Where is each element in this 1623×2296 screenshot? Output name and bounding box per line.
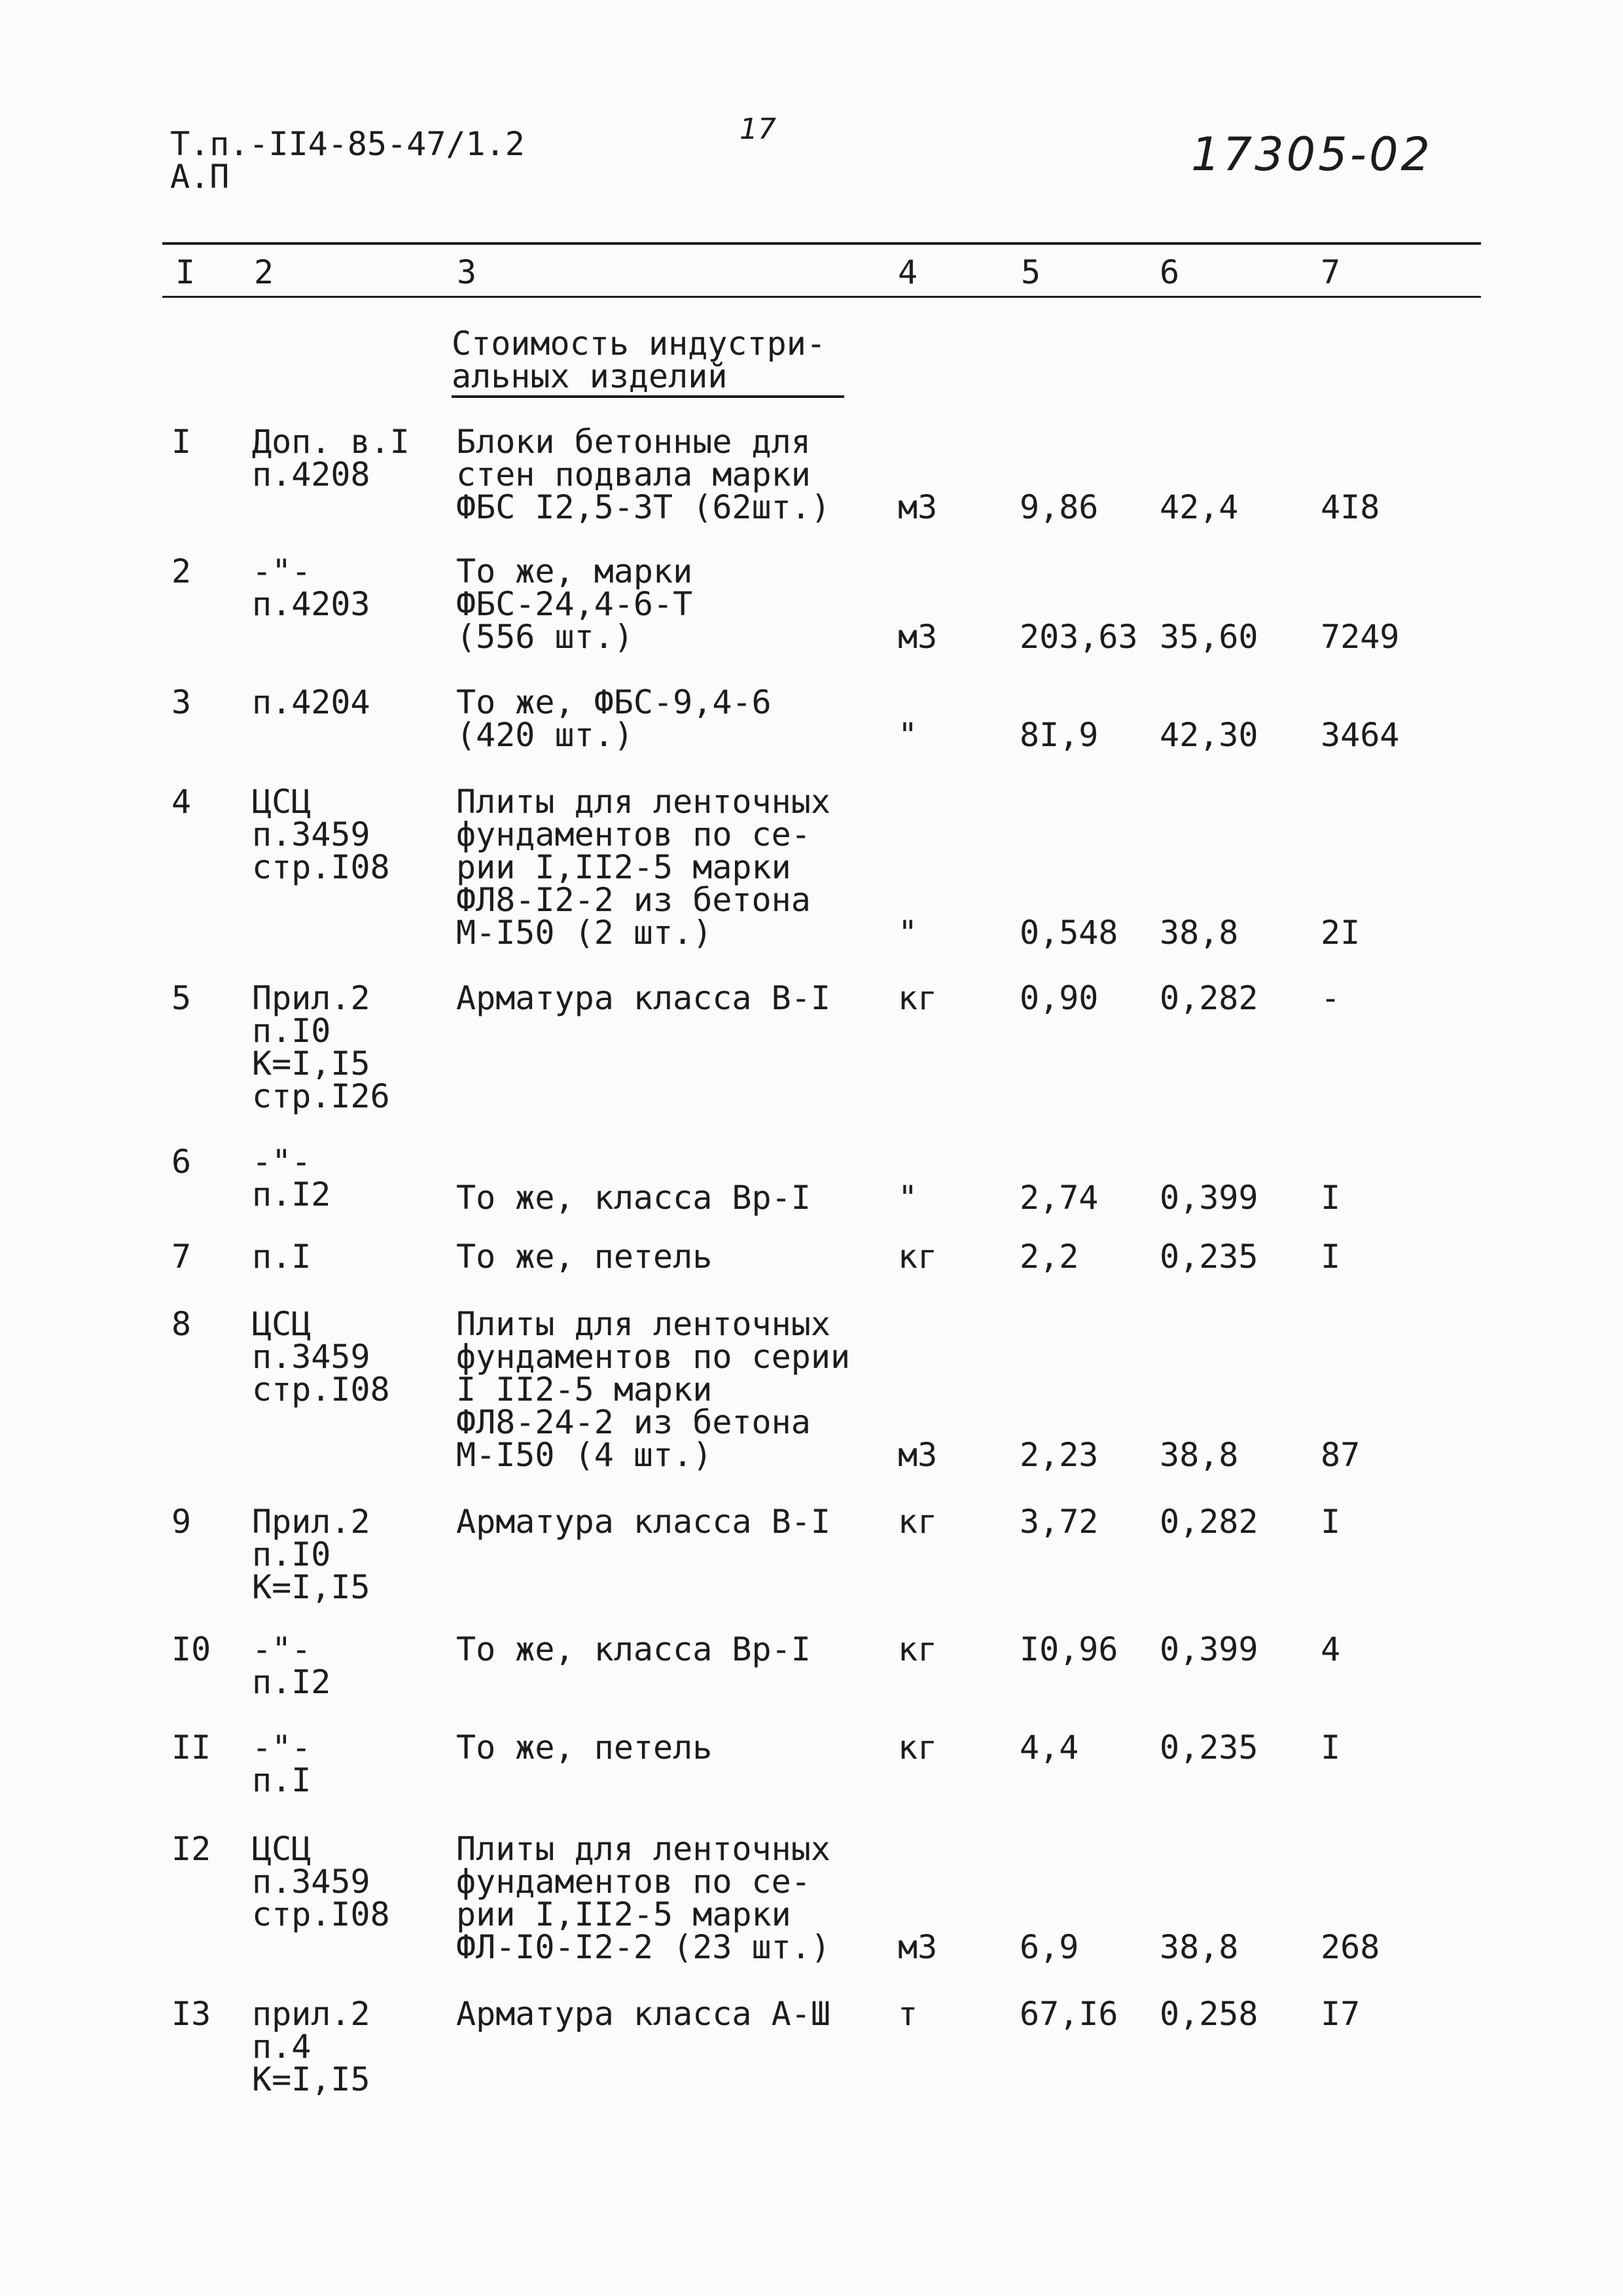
row-description: Арматура класса В-I (456, 979, 830, 1017)
row-unit-price: 0,282 (1160, 979, 1258, 1017)
row-number: I2 (171, 1830, 211, 1868)
row-total: 2I (1321, 914, 1361, 952)
row-reference: Прил.2 п.I0 К=I,I5 стр.I26 (252, 979, 390, 1115)
page-number: 17 (740, 113, 776, 146)
row-unit: кг (898, 1729, 938, 1767)
row-unit: м3 (898, 1436, 938, 1474)
row-total: 4 (1321, 1630, 1341, 1668)
row-unit: м3 (898, 1928, 938, 1966)
row-description: Арматура класса В-I (456, 1503, 830, 1541)
row-total: I (1321, 1729, 1341, 1767)
row-quantity: 3,72 (1020, 1503, 1099, 1541)
row-unit-price: 0,235 (1160, 1238, 1258, 1276)
row-unit: " (898, 1179, 918, 1217)
row-quantity: 2,2 (1020, 1238, 1079, 1276)
row-total: 268 (1321, 1928, 1380, 1966)
row-total: I (1321, 1238, 1341, 1276)
column-header-6: 6 (1160, 253, 1180, 291)
row-unit-price: 38,8 (1160, 914, 1239, 952)
row-number: II (171, 1729, 211, 1767)
row-reference: -"- п.I2 (252, 1143, 331, 1213)
row-description: То же, ФБС-9,4-6 (420 шт.) (456, 683, 772, 754)
column-header-7: 7 (1321, 253, 1341, 291)
row-description: Блоки бетонные для стен подвала марки ФБС I2,5-3Т (62шт.) (456, 423, 830, 526)
row-unit-price: 42,30 (1160, 716, 1258, 754)
table-header-rule (162, 296, 1481, 298)
section-title: Стоимость индустри- альных изделий (452, 325, 826, 395)
row-unit: " (898, 914, 918, 952)
row-quantity: 4,4 (1020, 1729, 1079, 1767)
row-unit-price: 35,60 (1160, 618, 1258, 656)
row-reference: ЦСЦ п.3459 стр.I08 (252, 1305, 390, 1408)
row-number: 5 (171, 979, 192, 1017)
table-top-rule (162, 242, 1481, 245)
row-unit-price: 0,258 (1160, 1995, 1258, 2033)
column-header-1: I (175, 253, 196, 291)
row-unit-price: 42,4 (1160, 488, 1239, 526)
row-description: Плиты для ленточных фундаментов по серии I II2-5 марки ФЛ8-24-2 из бетона М-I50 (4 шт.) (456, 1305, 851, 1474)
row-unit-price: 0,399 (1160, 1630, 1258, 1668)
row-reference: п.4204 (252, 683, 370, 721)
row-total: I7 (1321, 1995, 1361, 2033)
row-reference: ЦСЦ п.3459 стр.I08 (252, 1830, 390, 1933)
row-quantity: 203,63 (1020, 618, 1138, 656)
row-unit-price: 38,8 (1160, 1436, 1239, 1474)
row-reference: п.I (252, 1238, 312, 1276)
row-unit-price: 0,282 (1160, 1503, 1258, 1541)
document-code (170, 125, 525, 196)
row-unit: кг (898, 1238, 938, 1276)
row-number: I3 (171, 1995, 211, 2033)
row-description: То же, марки ФБС-24,4-6-Т (556 шт.) (456, 552, 693, 656)
row-reference: прил.2 п.4 К=I,I5 (252, 1995, 370, 2098)
row-quantity: 0,548 (1020, 914, 1118, 952)
row-quantity: 2,23 (1020, 1436, 1099, 1474)
document-code-line2: А.П (170, 158, 230, 196)
column-header-5: 5 (1021, 253, 1041, 291)
row-reference: -"- п.4203 (252, 552, 370, 623)
row-reference: -"- п.I (252, 1729, 312, 1799)
row-total: I (1321, 1503, 1341, 1541)
column-header-2: 2 (254, 253, 274, 291)
section-title-underline (452, 395, 844, 398)
row-description: Плиты для ленточных фундаментов по се- рии I,II2-5 марки ФЛ8-I2-2 из бетона М-I50 (2 шт.) (456, 783, 830, 952)
row-unit: кг (898, 979, 938, 1017)
row-description: Арматура класса А-Ш (456, 1995, 830, 2033)
registration-number: 17305-02 (1191, 128, 1433, 181)
row-description: То же, класса Вр-I (456, 1630, 811, 1668)
row-unit-price: 0,235 (1160, 1729, 1258, 1767)
row-reference: -"- п.I2 (252, 1630, 331, 1701)
row-unit: " (898, 716, 918, 754)
row-total: I (1321, 1179, 1341, 1217)
row-total: 7249 (1321, 618, 1400, 656)
row-unit: т (898, 1995, 918, 2033)
row-number: 2 (171, 552, 192, 590)
document-code-line1: Т.п.-II4-85-47/1.2 (170, 125, 525, 163)
column-header-3: 3 (457, 253, 477, 291)
row-number: 8 (171, 1305, 192, 1343)
row-number: I0 (171, 1630, 211, 1668)
row-unit: м3 (898, 618, 938, 656)
row-description: То же, петель (456, 1729, 713, 1767)
row-description: Плиты для ленточных фундаментов по се- рии I,II2-5 марки ФЛ-I0-I2-2 (23 шт.) (456, 1830, 830, 1966)
row-unit: кг (898, 1630, 938, 1668)
row-total: 87 (1321, 1436, 1361, 1474)
row-description: То же, класса Вр-I (456, 1179, 811, 1217)
row-total: - (1321, 979, 1341, 1017)
row-description: То же, петель (456, 1238, 713, 1276)
row-total: 3464 (1321, 716, 1400, 754)
column-header-4: 4 (898, 253, 918, 291)
row-quantity: 67,I6 (1020, 1995, 1118, 2033)
row-unit-price: 38,8 (1160, 1928, 1239, 1966)
row-quantity: 6,9 (1020, 1928, 1079, 1966)
row-number: 9 (171, 1503, 192, 1541)
row-quantity: 2,74 (1020, 1179, 1099, 1217)
row-number: 3 (171, 683, 192, 721)
row-quantity: 9,86 (1020, 488, 1099, 526)
row-quantity: 8I,9 (1020, 716, 1099, 754)
row-quantity: 0,90 (1020, 979, 1099, 1017)
row-quantity: I0,96 (1020, 1630, 1118, 1668)
row-unit-price: 0,399 (1160, 1179, 1258, 1217)
row-reference: Доп. в.I п.4208 (252, 423, 410, 493)
row-reference: Прил.2 п.I0 К=I,I5 (252, 1503, 370, 1606)
row-reference: ЦСЦ п.3459 стр.I08 (252, 783, 390, 886)
row-number: 7 (171, 1238, 192, 1276)
row-number: 6 (171, 1143, 192, 1181)
row-unit: м3 (898, 488, 938, 526)
row-number: I (171, 423, 192, 461)
row-unit: кг (898, 1503, 938, 1541)
row-total: 4I8 (1321, 488, 1380, 526)
row-number: 4 (171, 783, 192, 821)
